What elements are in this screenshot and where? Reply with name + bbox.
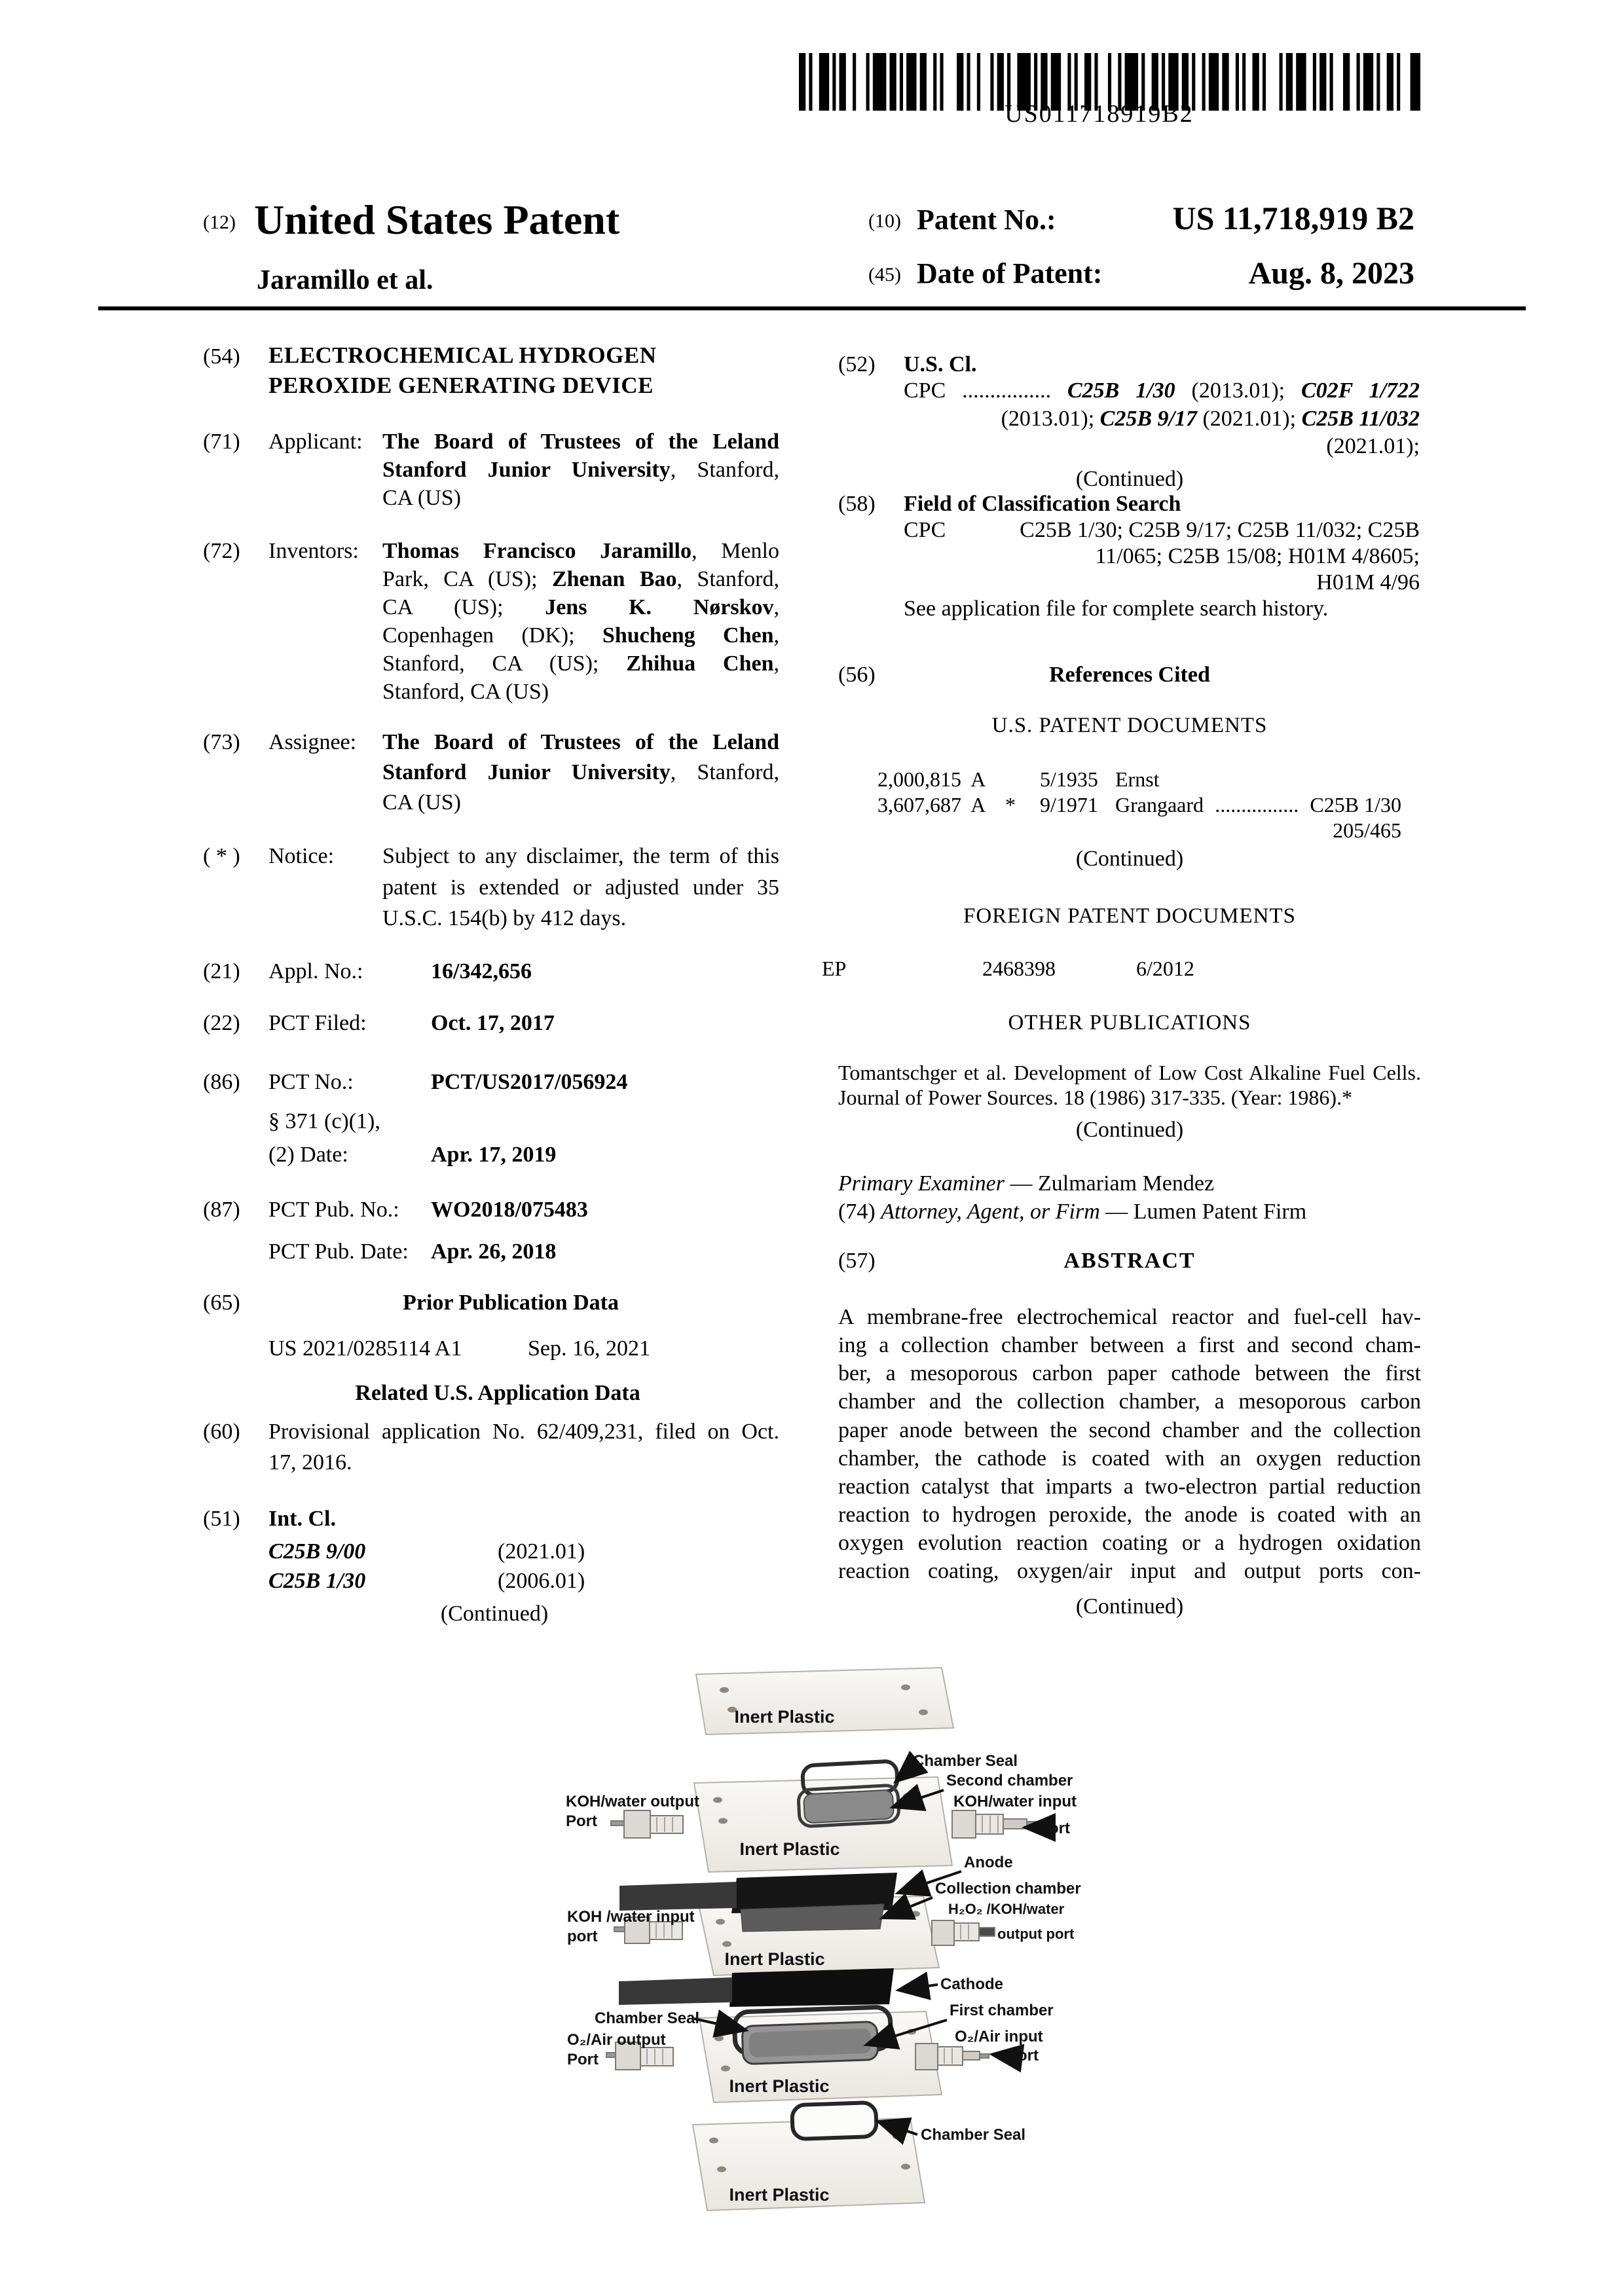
inventor-loc: Stanford, CA (US); (382, 651, 627, 676)
date-code: (45) (868, 264, 901, 285)
search-classes: C25B 1/30; C25B 9/17; C25B 11/032; C25B (1020, 518, 1420, 542)
abstract-line: ing a collection chamber between a first and second cham- (838, 1333, 1421, 1357)
collection-chamber-label: Collection chamber (935, 1879, 1081, 1898)
search-cpc-line1 (904, 517, 1420, 543)
field-51-code: (51) (203, 1507, 240, 1531)
pct-pub-no-label: PCT Pub. No.: (268, 1198, 399, 1222)
field-73-label: Assignee: (268, 730, 357, 754)
assignee-line1 (382, 729, 779, 756)
field-73-code: (73) (203, 730, 240, 754)
inventor-name: Zhihua Chen (626, 651, 774, 676)
header-kind-code: (12) (203, 211, 236, 233)
h2o2-output-port-label: output port (997, 1925, 1075, 1942)
inventor-name: Zhenan Bao (551, 567, 677, 591)
field-65-code: (65) (203, 1291, 240, 1315)
inert-plastic-label: Inert Plastic (729, 2076, 830, 2096)
references-heading: References Cited (1049, 663, 1210, 687)
arrow-o2-input-port (994, 2055, 1005, 2056)
int-cl-continued: (Continued) (440, 1602, 549, 1626)
bolt-hole (721, 2065, 730, 2071)
assignee-line2 (382, 760, 779, 786)
date-value: Aug. 8, 2023 (1248, 256, 1414, 291)
cpc-class: C25B 1/30 (1067, 378, 1175, 403)
abstract-continued: (Continued) (1075, 1594, 1184, 1619)
device-diagram (544, 1637, 1080, 2252)
bolt-hole (714, 2035, 724, 2041)
inventor-loc: Park, CA (US); (382, 567, 552, 591)
second-chamber-label: Second chamber (946, 1771, 1073, 1789)
attorney-name: — Lumen Patent Firm (1099, 1200, 1307, 1224)
cpc-year: (2021.01); (1196, 407, 1302, 431)
abstract-line: reaction catalyst that imparts a two-electron partial reduction (838, 1475, 1421, 1499)
inventor-loc: , (773, 623, 779, 648)
anode-tab (619, 1882, 737, 1911)
abstract-line: A membrane-free electrochemical reactor and fuel-cell hav- (838, 1305, 1421, 1329)
date-371-value: Apr. 17, 2019 (431, 1143, 557, 1167)
attorney-label: Attorney, Agent, or Firm (881, 1200, 1100, 1224)
field-71-label: Applicant: (268, 430, 363, 454)
pct-no-value: PCT/US2017/056924 (431, 1070, 628, 1094)
pct-filed-value: Oct. 17, 2017 (431, 1011, 555, 1035)
cpc-class: C25B 9/17 (1099, 407, 1197, 431)
inventor-loc: CA (US); (382, 595, 545, 619)
notice-line3: U.S.C. 154(b) by 412 days. (382, 906, 627, 930)
koh-water-output-connector (611, 1810, 683, 1838)
applicant-name-part: The Board of Trustees of the Leland (382, 430, 779, 454)
field-71-code: (71) (203, 430, 240, 454)
search-history-note: See application file for complete search history. (904, 596, 1329, 621)
collection-chamber-recess (741, 1904, 884, 1932)
koh-water-input-label: KOH/water input (953, 1792, 1077, 1810)
cathode-sheet (729, 1968, 894, 2007)
field-22-label: PCT Filed: (268, 1011, 367, 1035)
inert-plastic-label: Inert Plastic (729, 2184, 830, 2205)
header-rule (98, 306, 1526, 310)
bolt-hole (709, 2137, 718, 2143)
primary-examiner-line (838, 1171, 1214, 1197)
bolt-hole (717, 2166, 726, 2172)
inert-plastic-label: Inert Plastic (734, 1706, 835, 1727)
inventor-name: Jens K. Nørskov (545, 595, 774, 619)
dot-leader: ................ (1215, 793, 1299, 816)
chamber-seal-bottom (792, 2102, 877, 2139)
us-patent-docs-heading: U.S. PATENT DOCUMENTS (991, 714, 1268, 737)
bolt-hole (901, 1684, 910, 1690)
abstract-line: reaction to hydrogen peroxide, the anode is coated with an (838, 1503, 1421, 1527)
field-21-code: (21) (203, 959, 240, 983)
search-cpc-line3: H01M 4/96 (1316, 570, 1420, 595)
examiner-name: — Zulmariam Mendez (1005, 1171, 1215, 1196)
inventors-line6: Stanford, CA (US) (382, 680, 549, 704)
pct-pub-date-value: Apr. 26, 2018 (431, 1239, 557, 1264)
foreign-row-num: 2468398 (982, 957, 1056, 980)
o2-air-input-label: O₂/Air input (955, 2027, 1043, 2045)
field-54-code: (54) (203, 344, 240, 369)
cpc-class: C25B 11/032 (1301, 407, 1420, 431)
foreign-row-date: 6/2012 (1136, 957, 1194, 980)
field-86-code: (86) (203, 1070, 240, 1094)
cpc-line1 (904, 378, 1420, 404)
arrow-cathode (900, 1985, 938, 1990)
invention-title-line2: PEROXIDE GENERATING DEVICE (268, 373, 654, 398)
notice-code: ( * ) (203, 844, 240, 868)
inventor-loc: , Menlo (691, 539, 779, 563)
int-cl-label: Int. Cl. (268, 1507, 336, 1531)
patent-no-label: Patent No.: (917, 204, 1056, 236)
chamber-seal-label: Chamber Seal (921, 2125, 1026, 2144)
int-cl-year1: (2021.01) (498, 1539, 585, 1564)
ref-row-date: 5/1935 (1040, 767, 1098, 791)
inventor-name: Shucheng Chen (602, 623, 774, 648)
ref-row-num: 3,607,687 A (877, 793, 986, 816)
notice-line2: patent is extended or adjusted under 35 (382, 875, 779, 900)
cpc-line2 (904, 406, 1420, 432)
notice-label: Notice: (268, 844, 335, 868)
assignee-name-part: The Board of Trustees of the Leland (382, 730, 779, 754)
patent-no-value: US 11,718,919 B2 (1172, 200, 1414, 236)
int-cl-year2: (2006.01) (498, 1569, 585, 1593)
cpc-class: C02F 1/722 (1301, 378, 1420, 403)
ref-row-name: Ernst (1115, 767, 1160, 791)
abstract-line: reaction coating, oxygen/air input and output ports con- (838, 1559, 1421, 1583)
provisional-line2: 17, 2016. (268, 1450, 352, 1475)
applicant-name-part: Stanford Junior University (382, 458, 671, 482)
inventors-line2 (382, 566, 779, 593)
assignee-name-part: Stanford Junior University (382, 760, 671, 784)
bolt-hole (893, 2133, 902, 2139)
applicant-line1 (382, 429, 779, 455)
cpc-word: CPC (904, 378, 946, 403)
cpc-year: (2013.01); (1001, 407, 1100, 431)
sec-371-line: § 371 (c)(1), (268, 1109, 380, 1133)
author-line: Jaramillo et al. (257, 265, 434, 295)
date-label: Date of Patent: (917, 257, 1103, 289)
pct-pub-no-value: WO2018/075483 (431, 1198, 588, 1222)
applicant-line2 (382, 457, 779, 483)
foreign-row-country: EP (822, 957, 847, 980)
cathode-tab (619, 1977, 732, 2005)
field-search-label: Field of Classification Search (904, 492, 1181, 516)
ref-row-name: Grangaard (1115, 793, 1204, 816)
first-chamber-label: First chamber (950, 2001, 1054, 2019)
assignee-loc-part: , Stanford, (670, 760, 779, 784)
page-title: United States Patent (254, 196, 620, 243)
abstract-line: chamber, the cathode is coated with an oxygen reduction (838, 1446, 1421, 1471)
o2-air-output-label: O₂/Air output (567, 2030, 666, 2049)
assignee-line3: CA (US) (382, 790, 461, 815)
field-72-label: Inventors: (268, 539, 359, 563)
field-57-code: (57) (838, 1249, 876, 1273)
notice-line1: Subject to any disclaimer, the term of this (382, 844, 779, 868)
related-app-heading: Related U.S. Application Data (355, 1381, 640, 1405)
koh-water-output-label: KOH/water output (566, 1792, 699, 1810)
cpc-line3: (2021.01); (1326, 434, 1420, 458)
bolt-hole (919, 1709, 928, 1715)
ref-row-name-class (1115, 793, 1401, 818)
o2-air-output-port-label: Port (567, 2050, 599, 2068)
bolt-hole (722, 1941, 731, 1947)
chamber-seal-label: Chamber Seal (595, 2009, 700, 2027)
field-56-code: (56) (838, 663, 876, 687)
inventors-line4 (382, 623, 779, 649)
abstract-line: ber, a mesoporous carbon paper cathode between the first (838, 1361, 1421, 1385)
bolt-hole (718, 1818, 728, 1824)
abstract-line: oxygen evolution reaction coating or a hydrogen oxidation (838, 1531, 1421, 1555)
search-cpc-line2: 11/065; C25B 15/08; H01M 4/8605; (1095, 544, 1420, 568)
first-chamber-recess (742, 2021, 878, 2064)
bolt-hole (720, 1687, 729, 1693)
bolt-hole (713, 1797, 722, 1803)
koh-water-input-connector (952, 1810, 1036, 1838)
other-pubs-continued: (Continued) (1075, 1118, 1184, 1142)
int-cl-class2: C25B 1/30 (268, 1569, 366, 1593)
abstract-heading: ABSTRACT (1063, 1249, 1196, 1273)
other-pub-line1: Tomantschger et al. Development of Low Cost Alkaline Fuel Cells. (838, 1061, 1421, 1084)
inventors-line3 (382, 595, 779, 621)
bolt-hole (901, 2163, 910, 2169)
provisional-line1: Provisional application No. 62/409,231, filed on Oct. (268, 1420, 779, 1444)
bolt-hole (903, 1793, 912, 1799)
inventor-loc: , (773, 595, 779, 619)
us-cl-label: U.S. Cl. (904, 352, 977, 376)
ref-row-flag: * (1005, 793, 1016, 816)
prior-pub-date: Sep. 16, 2021 (528, 1336, 650, 1361)
dot-leader: ................ (962, 378, 1052, 403)
inventor-name: Thomas Francisco Jaramillo (382, 539, 692, 563)
inert-plastic-label: Inert Plastic (739, 1839, 840, 1859)
field-74-code: (74) (838, 1200, 876, 1224)
invention-title-line1: ELECTROCHEMICAL HYDROGEN (268, 342, 657, 368)
koh-water-input-b-port-label: port (567, 1927, 598, 1945)
abstract-line: paper anode between the second chamber and the collection (838, 1418, 1421, 1442)
field-87-code: (87) (203, 1198, 240, 1222)
abstract-line: chamber and the collection chamber, a mesoporous carbon (838, 1389, 1421, 1414)
barcode (788, 41, 1410, 98)
koh-water-output-port-label: Port (566, 1812, 597, 1830)
cpc-word: CPC (904, 518, 946, 542)
field-22-code: (22) (203, 1011, 240, 1035)
device-exploded-diagram (549, 1649, 1086, 2265)
cpc-year: (2013.01); (1175, 378, 1301, 403)
field-52-code: (52) (838, 352, 876, 376)
o2-air-input-connector (915, 2044, 989, 2070)
h2o2-output-connector (932, 1920, 995, 1945)
us-cl-continued: (Continued) (1075, 467, 1184, 491)
koh-water-input-port-label: Port (1039, 1819, 1070, 1837)
bolt-hole (716, 1918, 725, 1924)
barcode-number: US011718919B2 (1005, 100, 1194, 128)
inventor-loc: , (773, 651, 779, 676)
anode-label: Anode (964, 1853, 1013, 1871)
cathode-label: Cathode (940, 1975, 1003, 1993)
field-86-label: PCT No.: (268, 1070, 354, 1094)
inventor-loc: Copenhagen (DK); (382, 623, 602, 648)
field-58-code: (58) (838, 492, 876, 516)
inventor-loc: , Stanford, (676, 567, 780, 591)
prior-pub-number: US 2021/0285114 A1 (268, 1336, 462, 1361)
inventors-line5 (382, 651, 779, 677)
ref-row-class-cont: 205/465 (1333, 818, 1401, 842)
int-cl-class1: C25B 9/00 (268, 1539, 366, 1564)
inert-plastic-label: Inert Plastic (724, 1949, 825, 1969)
ref-row-num: 2,000,815 A (877, 767, 986, 791)
ref-row-class: C25B 1/30 (1310, 793, 1401, 816)
o2-air-input-port-label: Port (1007, 2046, 1039, 2064)
prior-pub-heading: Prior Publication Data (403, 1291, 619, 1315)
chamber-seal-label: Chamber Seal (913, 1752, 1018, 1770)
appl-no-value: 16/342,656 (431, 959, 532, 983)
ref-row-date: 9/1971 (1040, 793, 1098, 816)
applicant-line3: CA (US) (382, 486, 461, 510)
date-371-label: (2) Date: (268, 1143, 348, 1167)
other-pubs-heading: OTHER PUBLICATIONS (1008, 1011, 1251, 1035)
other-pub-line2: Journal of Power Sources. 18 (1986) 317-335. (Year: 1986).* (838, 1086, 1353, 1109)
references-continued: (Continued) (1075, 847, 1184, 871)
attorney-line (838, 1199, 1306, 1225)
pct-pub-date-label: PCT Pub. Date: (268, 1239, 409, 1264)
foreign-docs-heading: FOREIGN PATENT DOCUMENTS (963, 904, 1297, 928)
applicant-loc-part: , Stanford, (670, 458, 779, 482)
field-21-label: Appl. No.: (268, 959, 363, 983)
patent-no-code: (10) (868, 210, 901, 232)
bolt-hole (911, 1911, 920, 1917)
examiner-label: Primary Examiner (838, 1171, 1005, 1196)
field-60-code: (60) (203, 1420, 240, 1444)
koh-water-input-b-label: KOH /water input (567, 1907, 695, 1926)
h2o2-output-label: H₂O₂ /KOH/water (948, 1900, 1065, 1917)
field-72-code: (72) (203, 539, 240, 563)
inventors-line1 (382, 538, 779, 564)
